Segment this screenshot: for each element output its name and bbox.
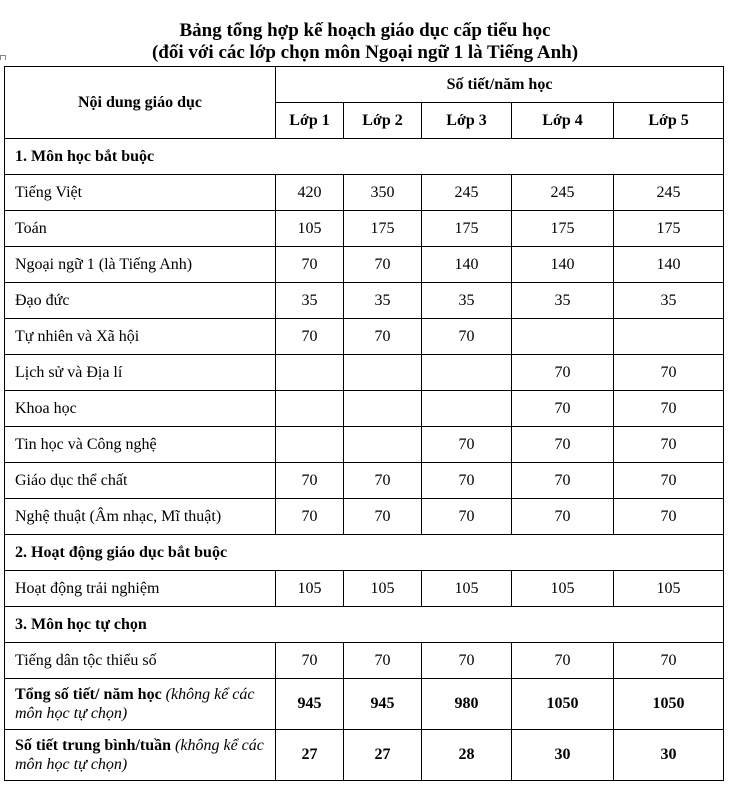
subject-cell: Ngoại ngữ 1 (là Tiếng Anh) — [5, 247, 276, 283]
table-body — [5, 139, 724, 781]
table-row — [5, 319, 724, 355]
total-label-cell — [5, 679, 276, 730]
section-row — [5, 607, 724, 643]
education-plan-table — [4, 66, 724, 781]
value-cell: 175 — [614, 211, 724, 247]
value-cell: 70 — [422, 319, 512, 355]
value-cell: 70 — [276, 247, 344, 283]
value-cell: 70 — [614, 427, 724, 463]
section-title: 2. Hoạt động giáo dục bắt buộc — [5, 535, 724, 571]
subject-cell: Nghệ thuật (Âm nhạc, Mĩ thuật) — [5, 499, 276, 535]
table-row — [5, 571, 724, 607]
value-cell: 35 — [512, 283, 614, 319]
value-cell: 70 — [614, 391, 724, 427]
value-cell: 350 — [344, 175, 422, 211]
total-value-cell: 27 — [276, 730, 344, 781]
value-cell: 105 — [422, 571, 512, 607]
total-label-bold: Tổng số tiết/ năm học — [15, 686, 162, 703]
table-row — [5, 391, 724, 427]
header-grade-2: Lớp 2 — [344, 103, 422, 139]
header-grade-1: Lớp 1 — [276, 103, 344, 139]
table-row — [5, 247, 724, 283]
subject-cell: Tin học và Công nghệ — [5, 427, 276, 463]
total-row — [5, 679, 724, 730]
header-grade-4: Lớp 4 — [512, 103, 614, 139]
value-cell — [614, 319, 724, 355]
total-label-note: (không kể các môn học tự chọn) — [15, 686, 255, 722]
header-group-label: Số tiết/năm học — [276, 67, 724, 103]
total-label-cell — [5, 730, 276, 781]
value-cell: 70 — [512, 643, 614, 679]
value-cell: 70 — [344, 463, 422, 499]
value-cell: 35 — [422, 283, 512, 319]
total-value-cell: 27 — [344, 730, 422, 781]
subject-cell: Hoạt động trải nghiệm — [5, 571, 276, 607]
table-row — [5, 427, 724, 463]
subject-cell: Tiếng dân tộc thiểu số — [5, 643, 276, 679]
value-cell — [344, 391, 422, 427]
value-cell: 70 — [512, 355, 614, 391]
total-row — [5, 730, 724, 781]
value-cell: 245 — [512, 175, 614, 211]
value-cell: 70 — [512, 499, 614, 535]
table-row — [5, 283, 724, 319]
subject-cell: Tiếng Việt — [5, 175, 276, 211]
value-cell: 245 — [614, 175, 724, 211]
subject-cell: Lịch sử và Địa lí — [5, 355, 276, 391]
table-header-row — [5, 67, 724, 103]
value-cell — [422, 391, 512, 427]
value-cell: 70 — [344, 643, 422, 679]
table-anchor-mark — [0, 55, 6, 60]
value-cell: 70 — [422, 643, 512, 679]
value-cell — [344, 355, 422, 391]
subject-cell: Tự nhiên và Xã hội — [5, 319, 276, 355]
value-cell: 70 — [422, 463, 512, 499]
title-line-2: (đối với các lớp chọn môn Ngoại ngữ 1 là Tiếng Anh) — [151, 42, 579, 63]
table-row — [5, 175, 724, 211]
value-cell: 70 — [344, 499, 422, 535]
value-cell: 70 — [276, 643, 344, 679]
section-row — [5, 535, 724, 571]
subject-cell: Khoa học — [5, 391, 276, 427]
value-cell: 175 — [512, 211, 614, 247]
value-cell: 70 — [614, 355, 724, 391]
subject-cell: Giáo dục thể chất — [5, 463, 276, 499]
value-cell: 70 — [512, 391, 614, 427]
value-cell: 70 — [344, 319, 422, 355]
total-value-cell: 1050 — [614, 679, 724, 730]
total-value-cell: 945 — [276, 679, 344, 730]
value-cell: 70 — [422, 427, 512, 463]
table-row — [5, 499, 724, 535]
total-label-bold: Số tiết trung bình/tuần — [15, 737, 172, 754]
total-value-cell: 1050 — [512, 679, 614, 730]
value-cell: 140 — [422, 247, 512, 283]
value-cell: 105 — [512, 571, 614, 607]
total-value-cell: 30 — [512, 730, 614, 781]
value-cell: 35 — [614, 283, 724, 319]
value-cell — [344, 427, 422, 463]
value-cell: 140 — [614, 247, 724, 283]
total-value-cell: 28 — [422, 730, 512, 781]
value-cell: 70 — [276, 499, 344, 535]
total-value-cell: 980 — [422, 679, 512, 730]
value-cell: 245 — [422, 175, 512, 211]
value-cell: 70 — [614, 643, 724, 679]
value-cell — [276, 355, 344, 391]
value-cell — [512, 319, 614, 355]
header-grade-5: Lớp 5 — [614, 103, 724, 139]
table-row — [5, 211, 724, 247]
value-cell: 175 — [422, 211, 512, 247]
value-cell: 140 — [512, 247, 614, 283]
header-grade-3: Lớp 3 — [422, 103, 512, 139]
value-cell: 70 — [422, 499, 512, 535]
section-title: 3. Môn học tự chọn — [5, 607, 724, 643]
table-row — [5, 463, 724, 499]
value-cell: 70 — [276, 463, 344, 499]
table-row — [5, 643, 724, 679]
value-cell: 70 — [614, 499, 724, 535]
total-value-cell: 945 — [344, 679, 422, 730]
document-title — [0, 20, 730, 64]
value-cell — [276, 427, 344, 463]
value-cell: 70 — [614, 463, 724, 499]
header-content-label: Nội dung giáo dục — [5, 67, 276, 139]
value-cell: 105 — [344, 571, 422, 607]
value-cell: 105 — [276, 211, 344, 247]
value-cell — [276, 391, 344, 427]
section-title: 1. Môn học bắt buộc — [5, 139, 724, 175]
value-cell: 70 — [344, 247, 422, 283]
total-value-cell: 30 — [614, 730, 724, 781]
value-cell: 105 — [276, 571, 344, 607]
value-cell: 420 — [276, 175, 344, 211]
subject-cell: Toán — [5, 211, 276, 247]
value-cell: 175 — [344, 211, 422, 247]
value-cell: 70 — [512, 463, 614, 499]
subject-cell: Đạo đức — [5, 283, 276, 319]
value-cell — [422, 355, 512, 391]
value-cell: 105 — [614, 571, 724, 607]
section-row — [5, 139, 724, 175]
total-label-note: (không kể các môn học tự chọn) — [15, 737, 264, 773]
value-cell: 35 — [276, 283, 344, 319]
value-cell: 70 — [276, 319, 344, 355]
table-row — [5, 355, 724, 391]
title-line-1: Bảng tổng hợp kế hoạch giáo dục cấp tiểu học — [179, 20, 551, 41]
value-cell: 35 — [344, 283, 422, 319]
value-cell: 70 — [512, 427, 614, 463]
